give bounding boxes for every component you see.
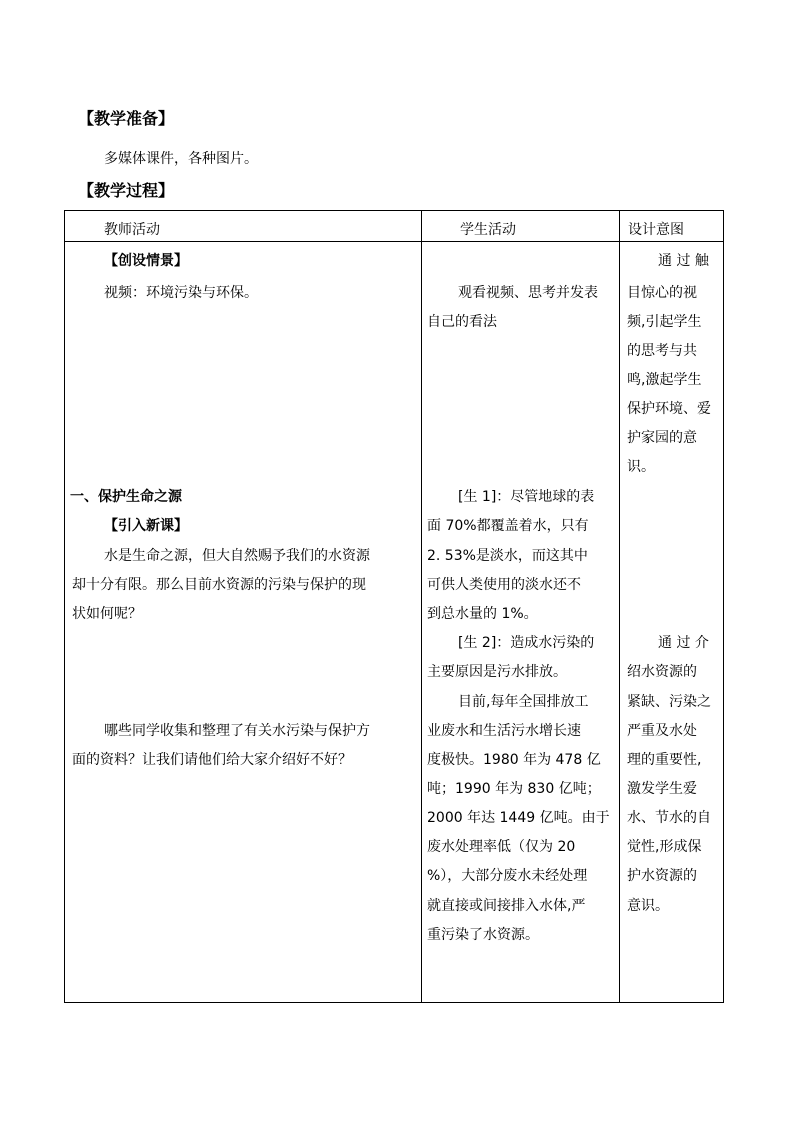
section-title: 一、保护生命之源 <box>70 489 182 505</box>
student-line: [生 2]：造成水污染的 <box>458 635 595 651</box>
table-border-bottom <box>64 1002 724 1003</box>
student-line: 吨；1990 年为 830 亿吨； <box>427 781 601 797</box>
intent-line: 目惊心的视 <box>627 285 697 301</box>
intent-line: 绍水资源的 <box>627 664 697 680</box>
table-border-top <box>64 210 724 211</box>
student-line: 自己的看法 <box>427 314 497 330</box>
intent-line: 护家园的意 <box>627 430 697 446</box>
intent-line: 鸣,激起学生 <box>627 372 702 388</box>
intent-line: 意识。 <box>627 898 669 914</box>
teacher-p1-line: 状如何呢？ <box>72 606 142 622</box>
intent-line: 激发学生爱 <box>627 781 697 797</box>
student-line: 业废水和生活污水增长速 <box>427 723 581 739</box>
prep-heading: 【教学准备】 <box>78 109 175 128</box>
student-line: 重污染了水资源。 <box>427 927 539 943</box>
header-student: 学生活动 <box>460 222 516 238</box>
intent-line: 严重及水处 <box>627 723 697 739</box>
student-line: 2000 年达 1449 亿吨。由于 <box>427 810 610 826</box>
student-line: 观看视频、思考并发表 <box>458 285 598 301</box>
student-line: 度极快。1980 年为 478 亿 <box>427 752 601 768</box>
student-line: 面 70%都覆盖着水，只有 <box>427 518 589 534</box>
header-teacher: 教师活动 <box>104 222 160 238</box>
intent-line: 水、节水的自 <box>627 810 711 826</box>
table-header-divider <box>64 241 724 242</box>
intent-line: 护水资源的 <box>627 868 697 884</box>
intent-line: 觉性,形成保 <box>627 839 702 855</box>
intent-line: 通 过 介 <box>658 635 709 651</box>
video-text: 视频：环境污染与环保。 <box>104 285 258 301</box>
student-line: 到总水量的 1%。 <box>427 606 538 622</box>
process-heading: 【教学过程】 <box>78 181 175 200</box>
student-line: 就直接或间接排入水体,严 <box>427 898 586 914</box>
student-line: 2. 53%是淡水，而这其中 <box>427 548 588 564</box>
student-line: 可供人类使用的淡水还不 <box>427 577 581 593</box>
student-line: [生 1]：尽管地球的表 <box>458 489 595 505</box>
intent-line: 识。 <box>627 459 655 475</box>
scene-title: 【创设情景】 <box>104 253 188 269</box>
table-col-divider-1 <box>421 210 422 1003</box>
teacher-p1-line: 水是生命之源，但大自然赐予我们的水资源 <box>104 548 370 564</box>
teacher-p2-line: 哪些同学收集和整理了有关水污染与保护方 <box>104 723 370 739</box>
teacher-p2-line: 面的资料？让我们请他们给大家介绍好不好？ <box>72 752 352 768</box>
prep-text: 多媒体课件，各种图片。 <box>104 151 258 167</box>
intent-line: 保护环境、爱 <box>627 401 711 417</box>
table-col-divider-2 <box>619 210 620 1003</box>
intent-line: 的思考与共 <box>627 343 697 359</box>
student-line: 废水处理率低（仅为 20 <box>427 839 576 855</box>
table-border-right <box>723 210 724 1003</box>
intent-line: 通 过 触 <box>658 253 709 269</box>
intent-line: 频,引起学生 <box>627 314 702 330</box>
header-intent: 设计意图 <box>628 222 684 238</box>
student-line: %），大部分废水未经处理 <box>427 868 588 884</box>
intent-line: 紧缺、污染之 <box>627 694 711 710</box>
student-line: 主要原因是污水排放。 <box>427 664 567 680</box>
table-border-left <box>64 210 65 1003</box>
intent-line: 理的重要性, <box>627 752 702 768</box>
intro-title: 【引入新课】 <box>104 518 188 534</box>
teacher-p1-line: 却十分有限。那么目前水资源的污染与保护的现 <box>72 577 366 593</box>
student-line: 目前,每年全国排放工 <box>458 694 589 710</box>
